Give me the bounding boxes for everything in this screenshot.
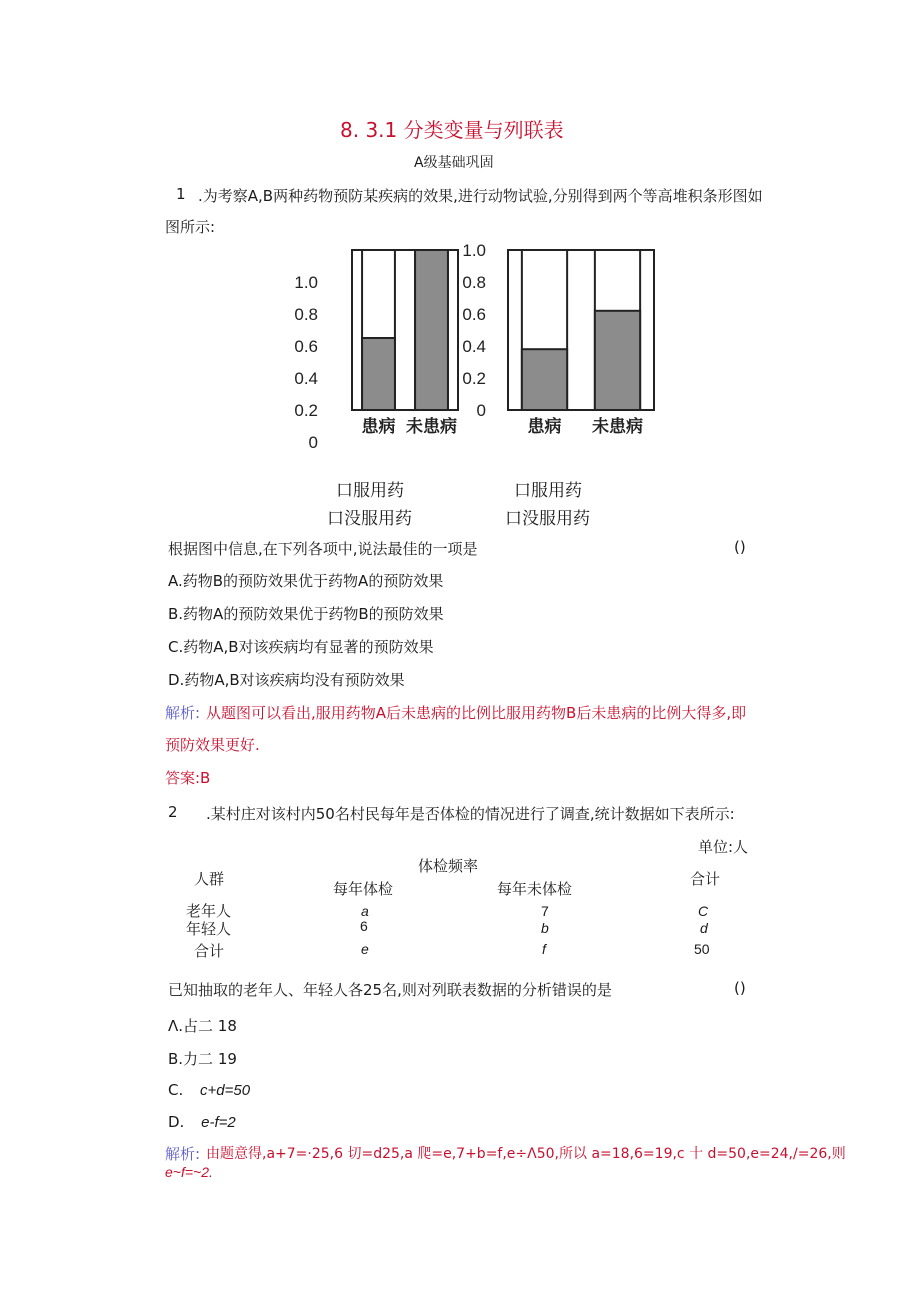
q1-analysis-line1: 从题图可以看出,服用药物A后未患病的比例比服用药物B后未患病的比例大得多,即 — [206, 704, 747, 722]
q2-option-c-expr: c+d=50 — [200, 1082, 251, 1099]
table-cell: 50 — [694, 941, 710, 957]
x-category-label: 患病 — [361, 417, 396, 437]
q1-paren: () — [734, 538, 746, 556]
q2-option-a: Λ.占二 18 — [168, 1017, 237, 1035]
table-header-total: 合计 — [690, 870, 721, 888]
q2-analysis-line2: e~f=~2. — [165, 1164, 213, 1180]
table-cell: b — [541, 920, 549, 936]
table-cell: f — [542, 941, 546, 957]
table-cell: d — [700, 920, 708, 936]
chart-drug-a — [280, 240, 480, 460]
table-header-no: 每年未体检 — [497, 880, 573, 898]
q1-option-a: A.药物B的预防效果优于药物A的预防效果 — [168, 572, 444, 590]
q1-analysis-line2: 预防效果更好. — [165, 736, 260, 754]
table-row-label: 老年人 — [186, 902, 232, 920]
table-cell: e — [361, 941, 369, 957]
q1-analysis-label: 解析: — [165, 704, 201, 722]
q1-text-line2: 图所示: — [165, 218, 216, 236]
y-tick-label: 0.6 — [462, 305, 486, 324]
q1-option-c: C.药物A,B对该疾病均有显著的预防效果 — [168, 638, 434, 656]
x-category-label: 未患病 — [592, 417, 643, 437]
y-tick-label: 0.6 — [294, 337, 318, 356]
q2-option-d — [168, 1113, 236, 1131]
y-tick-label: 0.8 — [294, 305, 318, 324]
q1-answer: 答案:B — [165, 769, 211, 787]
legend-a-not-taken: 口没服用药 — [327, 509, 412, 529]
bar-taken — [415, 250, 448, 410]
y-tick-label: 0.4 — [462, 337, 486, 356]
bar-taken — [595, 311, 640, 410]
page-title: 8. 3.1 分类变量与列联表 — [340, 118, 564, 142]
table-cell: a — [361, 903, 369, 919]
chart-drug-b — [462, 240, 670, 460]
y-tick-label: 0 — [308, 433, 318, 452]
q2-paren: () — [734, 979, 746, 997]
q1-option-d: D.药物A,B对该疾病均没有预防效果 — [168, 671, 405, 689]
q2-option-d-expr: e-f=2 — [201, 1114, 236, 1131]
q2-analysis-line1: 由题意得,a+7=·25,6 切=d25,a 爬=e,7+b=f,e÷Λ50,所以 a=18,6=19,c 十 d=50,e=24,/=26,则 — [206, 1146, 846, 1162]
chart-a-svg — [280, 240, 480, 460]
y-tick-label: 0.4 — [294, 369, 318, 388]
chart-b-svg — [462, 240, 670, 460]
q1-number: 1 — [176, 185, 186, 203]
y-tick-label: 1.0 — [294, 273, 318, 292]
y-tick-label: 1.0 — [462, 241, 486, 260]
legend-a-taken: 口服用药 — [336, 481, 404, 501]
legend-b-taken: 口服用药 — [514, 481, 582, 501]
q2-prompt: 已知抽取的老年人、年轻人各25名,则对列联表数据的分析错误的是 — [168, 981, 612, 999]
level-heading: A级基础巩固 — [414, 155, 494, 171]
q1-text-line1: .为考察A,B两种药物预防某疾病的效果,进行动物试验,分别得到两个等高堆积条形图如 — [198, 187, 763, 205]
y-tick-label: 0.8 — [462, 273, 486, 292]
q2-option-b: B.力二 19 — [168, 1050, 237, 1068]
q2-option-d-label: D. — [168, 1113, 185, 1131]
table-header-group: 人群 — [194, 870, 225, 888]
q2-text: .某村庄对该村内50名村民每年是否体检的情况进行了调查,统计数据如下表所示: — [206, 805, 735, 823]
q2-unit: 单位:人 — [698, 838, 749, 856]
table-row-label: 合计 — [194, 942, 225, 960]
bar-taken — [522, 349, 567, 410]
x-category-label: 未患病 — [406, 417, 457, 437]
table-header-freq: 体检频率 — [418, 857, 479, 875]
table-header-yes: 每年体检 — [333, 880, 394, 898]
y-tick-label: 0.2 — [294, 401, 318, 420]
q2-number: 2 — [168, 803, 178, 821]
y-tick-label: 0 — [476, 401, 486, 420]
y-tick-label: 0.2 — [462, 369, 486, 388]
q2-option-c — [168, 1081, 250, 1099]
table-row-label: 年轻人 — [186, 920, 232, 938]
table-cell: C — [698, 903, 709, 919]
bar-taken — [362, 338, 395, 410]
x-category-label: 患病 — [527, 417, 562, 437]
q1-option-b: B.药物A的预防效果优于药物B的预防效果 — [168, 605, 444, 623]
legend-b-not-taken: 口没服用药 — [505, 509, 590, 529]
q2-analysis-label: 解析: — [165, 1145, 201, 1163]
q2-option-c-label: C. — [168, 1081, 184, 1099]
table-cell: 7 — [541, 903, 549, 919]
q1-prompt: 根据图中信息,在下列各项中,说法最佳的一项是 — [168, 540, 478, 558]
table-cell: 6 — [360, 918, 368, 934]
